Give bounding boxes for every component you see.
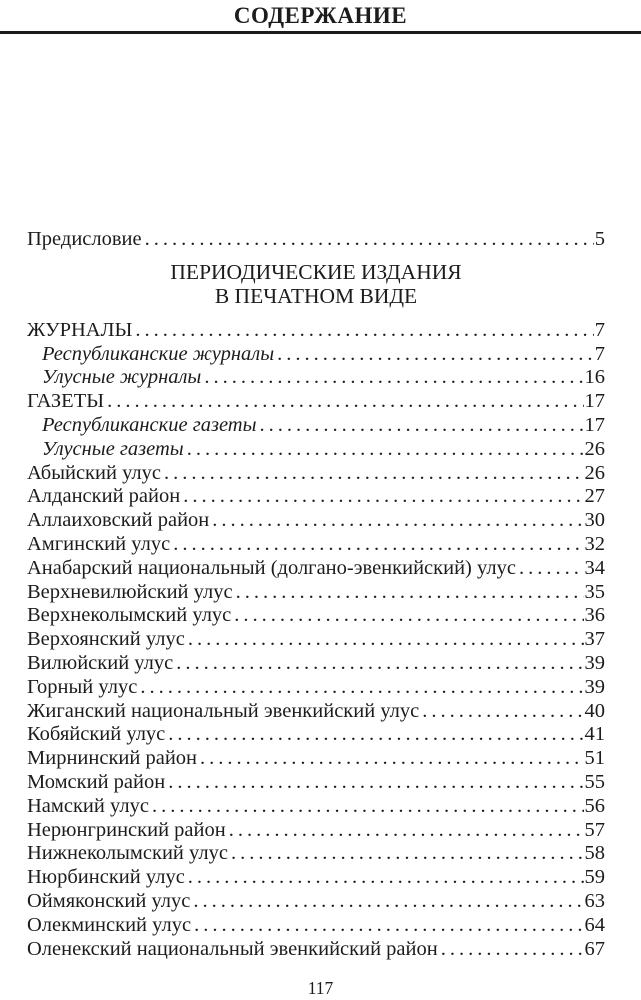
toc-entry-page: 39 bbox=[584, 651, 605, 674]
toc-entry bbox=[27, 533, 605, 557]
page-title: СОДЕРЖАНИЕ bbox=[233, 3, 408, 28]
toc-entry bbox=[27, 914, 605, 938]
toc-entry-page: 27 bbox=[584, 485, 605, 508]
toc-entry bbox=[27, 628, 605, 652]
toc-entry-page: 26 bbox=[584, 437, 605, 460]
toc-entry bbox=[27, 581, 605, 605]
toc-entry bbox=[27, 557, 605, 581]
toc-entry-page: 57 bbox=[584, 818, 605, 841]
toc-entry bbox=[27, 723, 605, 747]
toc-leader-dots bbox=[135, 319, 593, 343]
toc-entry-label: Верхоянский улус bbox=[27, 628, 185, 651]
toc-entry bbox=[27, 509, 605, 533]
toc-entry-page: 7 bbox=[594, 318, 605, 341]
toc-leader-dots bbox=[231, 842, 584, 866]
toc-entry-page: 55 bbox=[584, 770, 605, 793]
toc-entry bbox=[27, 771, 605, 795]
page-header bbox=[0, 0, 641, 30]
section-heading-line: ПЕРИОДИЧЕСКИЕ ИЗДАНИЯ bbox=[170, 259, 462, 284]
toc-entry-page: 63 bbox=[584, 889, 605, 912]
toc-entry-page: 64 bbox=[584, 913, 605, 936]
toc-entry-label: Оленекский национальный эвенкийский район bbox=[27, 937, 438, 960]
toc-entry bbox=[27, 366, 605, 390]
toc-leader-dots bbox=[183, 485, 583, 509]
toc-entry-label: Улусные газеты bbox=[42, 437, 184, 460]
toc-entry bbox=[27, 795, 605, 819]
toc-entry-page: 34 bbox=[584, 556, 605, 579]
toc-entry-label: Предисловие bbox=[27, 228, 142, 250]
toc-entry-label: Амгинский улус bbox=[27, 532, 171, 555]
toc-entry-label: Намский улус bbox=[27, 794, 149, 817]
toc-entry-page: 56 bbox=[584, 794, 605, 817]
toc-entry-label: Оймяконский улус bbox=[27, 889, 191, 912]
toc-entry-page: 39 bbox=[584, 675, 605, 698]
toc-entry-page: 17 bbox=[584, 390, 605, 413]
toc-entry bbox=[27, 604, 605, 628]
toc-leader-dots bbox=[173, 533, 583, 557]
toc-leader-dots bbox=[168, 723, 583, 747]
toc-entry-label: Нюрбинский улус bbox=[27, 866, 185, 889]
toc-entry bbox=[27, 890, 605, 914]
toc-entry-label: Верхнеколымский улус bbox=[27, 604, 232, 627]
toc-entry bbox=[27, 652, 605, 676]
toc-entry bbox=[27, 700, 605, 724]
toc-entry-label: Алданский район bbox=[27, 485, 181, 508]
toc-entry-label: Кобяйский улус bbox=[27, 723, 166, 746]
toc-entry-label: Абыйский улус bbox=[27, 461, 161, 484]
toc-entry bbox=[27, 938, 605, 962]
toc-entry-page: 30 bbox=[584, 509, 605, 532]
toc-leader-dots bbox=[152, 795, 584, 819]
toc-entry-label: ЖУРНАЛЫ bbox=[27, 318, 133, 341]
toc-leader-dots bbox=[204, 366, 583, 390]
footer-page-number: 117 bbox=[307, 978, 334, 998]
toc-entry-label: Верхневилюйский улус bbox=[27, 580, 233, 603]
toc-entry-label: ГАЗЕТЫ bbox=[27, 390, 105, 413]
toc-list bbox=[0, 228, 641, 961]
toc-entry-label: Вилюйский улус bbox=[27, 651, 174, 674]
toc-leader-dots bbox=[200, 747, 583, 771]
toc-entry bbox=[27, 343, 605, 367]
toc-entry-label: Улусные журналы bbox=[42, 366, 202, 389]
toc-entry-label: Республиканские журналы bbox=[42, 342, 275, 365]
toc-leader-dots bbox=[519, 557, 584, 581]
section-heading-line: В ПЕЧАТНОМ ВИДЕ bbox=[214, 283, 418, 308]
toc-entry-page: 16 bbox=[584, 366, 605, 389]
toc-leader-dots bbox=[187, 438, 584, 462]
toc-entry-label: Олекминский улус bbox=[27, 913, 192, 936]
toc-leader-dots bbox=[188, 628, 584, 652]
header-rule bbox=[0, 31, 641, 34]
toc-entry bbox=[27, 414, 605, 438]
toc-entry bbox=[27, 390, 605, 414]
toc-entry-page: 58 bbox=[584, 842, 605, 865]
toc-leader-dots bbox=[193, 890, 583, 914]
toc-leader-dots bbox=[176, 652, 583, 676]
toc-leader-dots bbox=[107, 390, 583, 414]
toc-leader-dots bbox=[236, 581, 584, 605]
toc-leader-dots bbox=[259, 414, 583, 438]
toc-entry bbox=[27, 819, 605, 843]
toc-entry-label: Горный улус bbox=[27, 675, 138, 698]
toc-entry bbox=[27, 319, 605, 343]
toc-entry bbox=[27, 676, 605, 700]
toc-leader-dots bbox=[194, 914, 583, 938]
toc-leader-dots bbox=[422, 700, 583, 724]
toc-entry-page: 7 bbox=[594, 342, 605, 365]
toc-entry-page: 26 bbox=[584, 461, 605, 484]
toc-entry-label: Нижнеколымский улус bbox=[27, 842, 228, 865]
toc-leader-dots bbox=[188, 866, 584, 890]
toc-leader-dots bbox=[229, 819, 584, 843]
toc-entry bbox=[27, 485, 605, 509]
toc-entry bbox=[27, 438, 605, 462]
toc-entry bbox=[27, 747, 605, 771]
toc-entry-label: Момский район bbox=[27, 770, 166, 793]
toc-entry-page: 59 bbox=[584, 866, 605, 889]
toc-entry bbox=[27, 866, 605, 890]
toc-leader-dots bbox=[140, 676, 583, 700]
toc-entry-label: Республиканские газеты bbox=[42, 413, 257, 436]
toc-entry bbox=[27, 228, 605, 252]
toc-entry-page: 51 bbox=[584, 747, 605, 770]
toc-entry-label: Анабарский национальный (долгано-эвенкийский) улус bbox=[27, 556, 516, 579]
toc-entry-page: 5 bbox=[594, 228, 605, 250]
toc-entry-page: 41 bbox=[584, 723, 605, 746]
toc-entry-label: Мирнинский район bbox=[27, 747, 198, 770]
toc-leader-dots bbox=[212, 509, 583, 533]
toc-leader-dots bbox=[168, 771, 583, 795]
toc-entry-page: 40 bbox=[584, 699, 605, 722]
toc-entry-page: 17 bbox=[584, 413, 605, 436]
toc-entry-page: 67 bbox=[584, 937, 605, 960]
toc-leader-dots bbox=[234, 604, 583, 628]
toc-leader-dots bbox=[164, 462, 584, 486]
toc-entry-page: 37 bbox=[584, 628, 605, 651]
toc-entry bbox=[27, 462, 605, 486]
toc-leader-dots bbox=[277, 343, 594, 367]
toc-entry-label: Жиганский национальный эвенкийский улус bbox=[27, 699, 420, 722]
toc-leader-dots bbox=[441, 938, 584, 962]
toc-entry bbox=[27, 842, 605, 866]
toc-entry-label: Нерюнгринский район bbox=[27, 818, 226, 841]
toc-entry-page: 36 bbox=[584, 604, 605, 627]
toc-leader-dots bbox=[145, 228, 594, 252]
toc-entry-label: Аллаиховский район bbox=[27, 509, 210, 532]
toc-entry-page: 32 bbox=[584, 532, 605, 555]
section-heading bbox=[27, 260, 605, 308]
toc-entry-page: 35 bbox=[584, 580, 605, 603]
